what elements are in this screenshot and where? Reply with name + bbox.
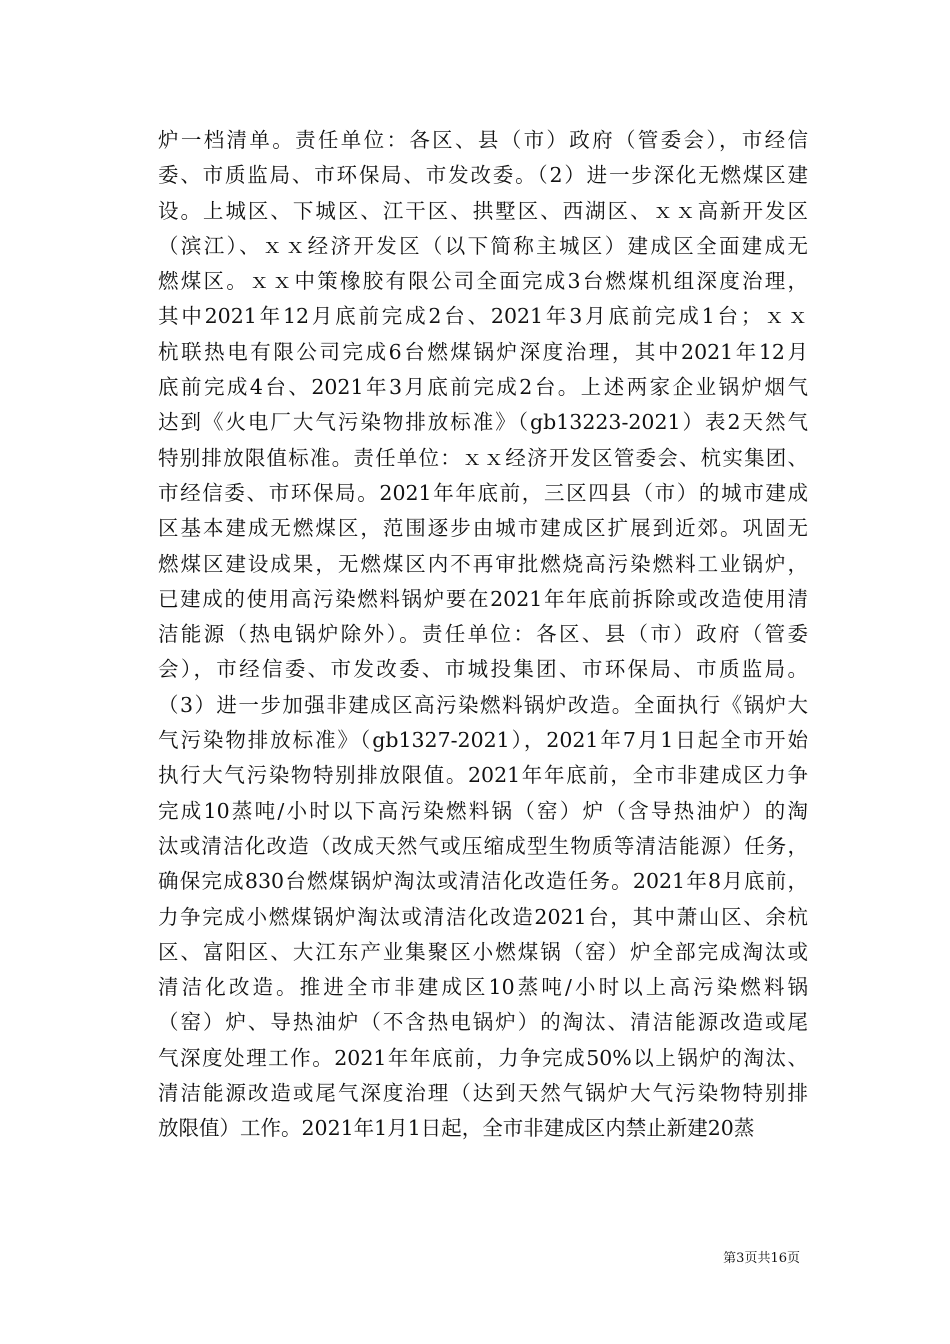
text-line: 清洁化改造。推进全市非建成区10蒸吨/小时以上高污染燃料锅 xyxy=(158,975,808,1000)
text-line: 特别排放限值标准。责任单位：ｘｘ经济开发区管委会、杭实集团、 xyxy=(158,445,808,470)
text-line: 气深度处理工作。2021年年底前，力争完成50%以上锅炉的淘汰、 xyxy=(158,1045,808,1070)
text-line: 燃煤区建设成果，无燃煤区内不再审批燃烧高污染燃料工业锅炉， xyxy=(158,551,808,576)
text-line: 达到《火电厂大气污染物排放标准》（gb13223-2021）表2天然气 xyxy=(158,410,808,435)
text-line: 气污染物排放标准》（gb1327-2021），2021年7月1日起全市开始 xyxy=(158,728,808,753)
text-line: 洁能源（热电锅炉除外）。责任单位：各区、县（市）政府（管委 xyxy=(158,622,808,647)
text-line: 杭联热电有限公司完成6台燃煤锅炉深度治理，其中2021年12月 xyxy=(158,339,808,364)
page-number: 第3页共16页 xyxy=(723,1251,800,1266)
text-line: 底前完成4台、2021年3月底前完成2台。上述两家企业锅炉烟气 xyxy=(158,375,808,400)
text-line: 已建成的使用高污染燃料锅炉要在2021年年底前拆除或改造使用清 xyxy=(158,586,808,611)
text-line: 炉一档清单。责任单位：各区、县（市）政府（管委会），市经信 xyxy=(158,128,808,152)
text-line: 执行大气污染物特别排放限值。2021年年底前，全市非建成区力争 xyxy=(158,763,808,788)
text-line: 区、富阳区、大江东产业集聚区小燃煤锅（窑）炉全部完成淘汰或 xyxy=(158,939,808,964)
body-text xyxy=(158,123,808,1147)
text-line: 燃煤区。ｘｘ中策橡胶有限公司全面完成3台燃煤机组深度治理， xyxy=(158,269,808,294)
text-line: 其中2021年12月底前完成2台、2021年3月底前完成1台；ｘｘ xyxy=(158,304,808,329)
text-line: 设。上城区、下城区、江干区、拱墅区、西湖区、ｘｘ高新开发区 xyxy=(158,198,808,223)
text-line: 汰或清洁化改造（改成天然气或压缩成型生物质等清洁能源）任务， xyxy=(158,833,808,858)
text-line: 委、市质监局、市环保局、市发改委。（2）进一步深化无燃煤区建 xyxy=(158,163,808,188)
text-line: 会），市经信委、市发改委、市城投集团、市环保局、市质监局。 xyxy=(158,657,808,682)
text-line: 放限值）工作。2021年1月1日起，全市非建成区内禁止新建20蒸 xyxy=(158,1116,755,1141)
text-line: （3）进一步加强非建成区高污染燃料锅炉改造。全面执行《锅炉大 xyxy=(158,692,808,717)
text-line: 清洁能源改造或尾气深度治理（达到天然气锅炉大气污染物特别排 xyxy=(158,1081,808,1106)
text-line: 完成10蒸吨/小时以下高污染燃料锅（窑）炉（含导热油炉）的淘 xyxy=(158,798,808,823)
text-line: （滨江）、ｘｘ经济开发区（以下简称主城区）建成区全面建成无 xyxy=(158,233,808,258)
text-line: 力争完成小燃煤锅炉淘汰或清洁化改造2021台，其中萧山区、余杭 xyxy=(158,904,808,929)
text-line: 区基本建成无燃煤区，范围逐步由城市建成区扩展到近郊。巩固无 xyxy=(158,516,808,541)
text-line: 市经信委、市环保局。2021年年底前，三区四县（市）的城市建成 xyxy=(158,480,808,505)
text-line: （窑）炉、导热油炉（不含热电锅炉）的淘汰、清洁能源改造或尾 xyxy=(158,1010,808,1035)
text-line: 确保完成830台燃煤锅炉淘汰或清洁化改造任务。2021年8月底前， xyxy=(158,869,808,894)
